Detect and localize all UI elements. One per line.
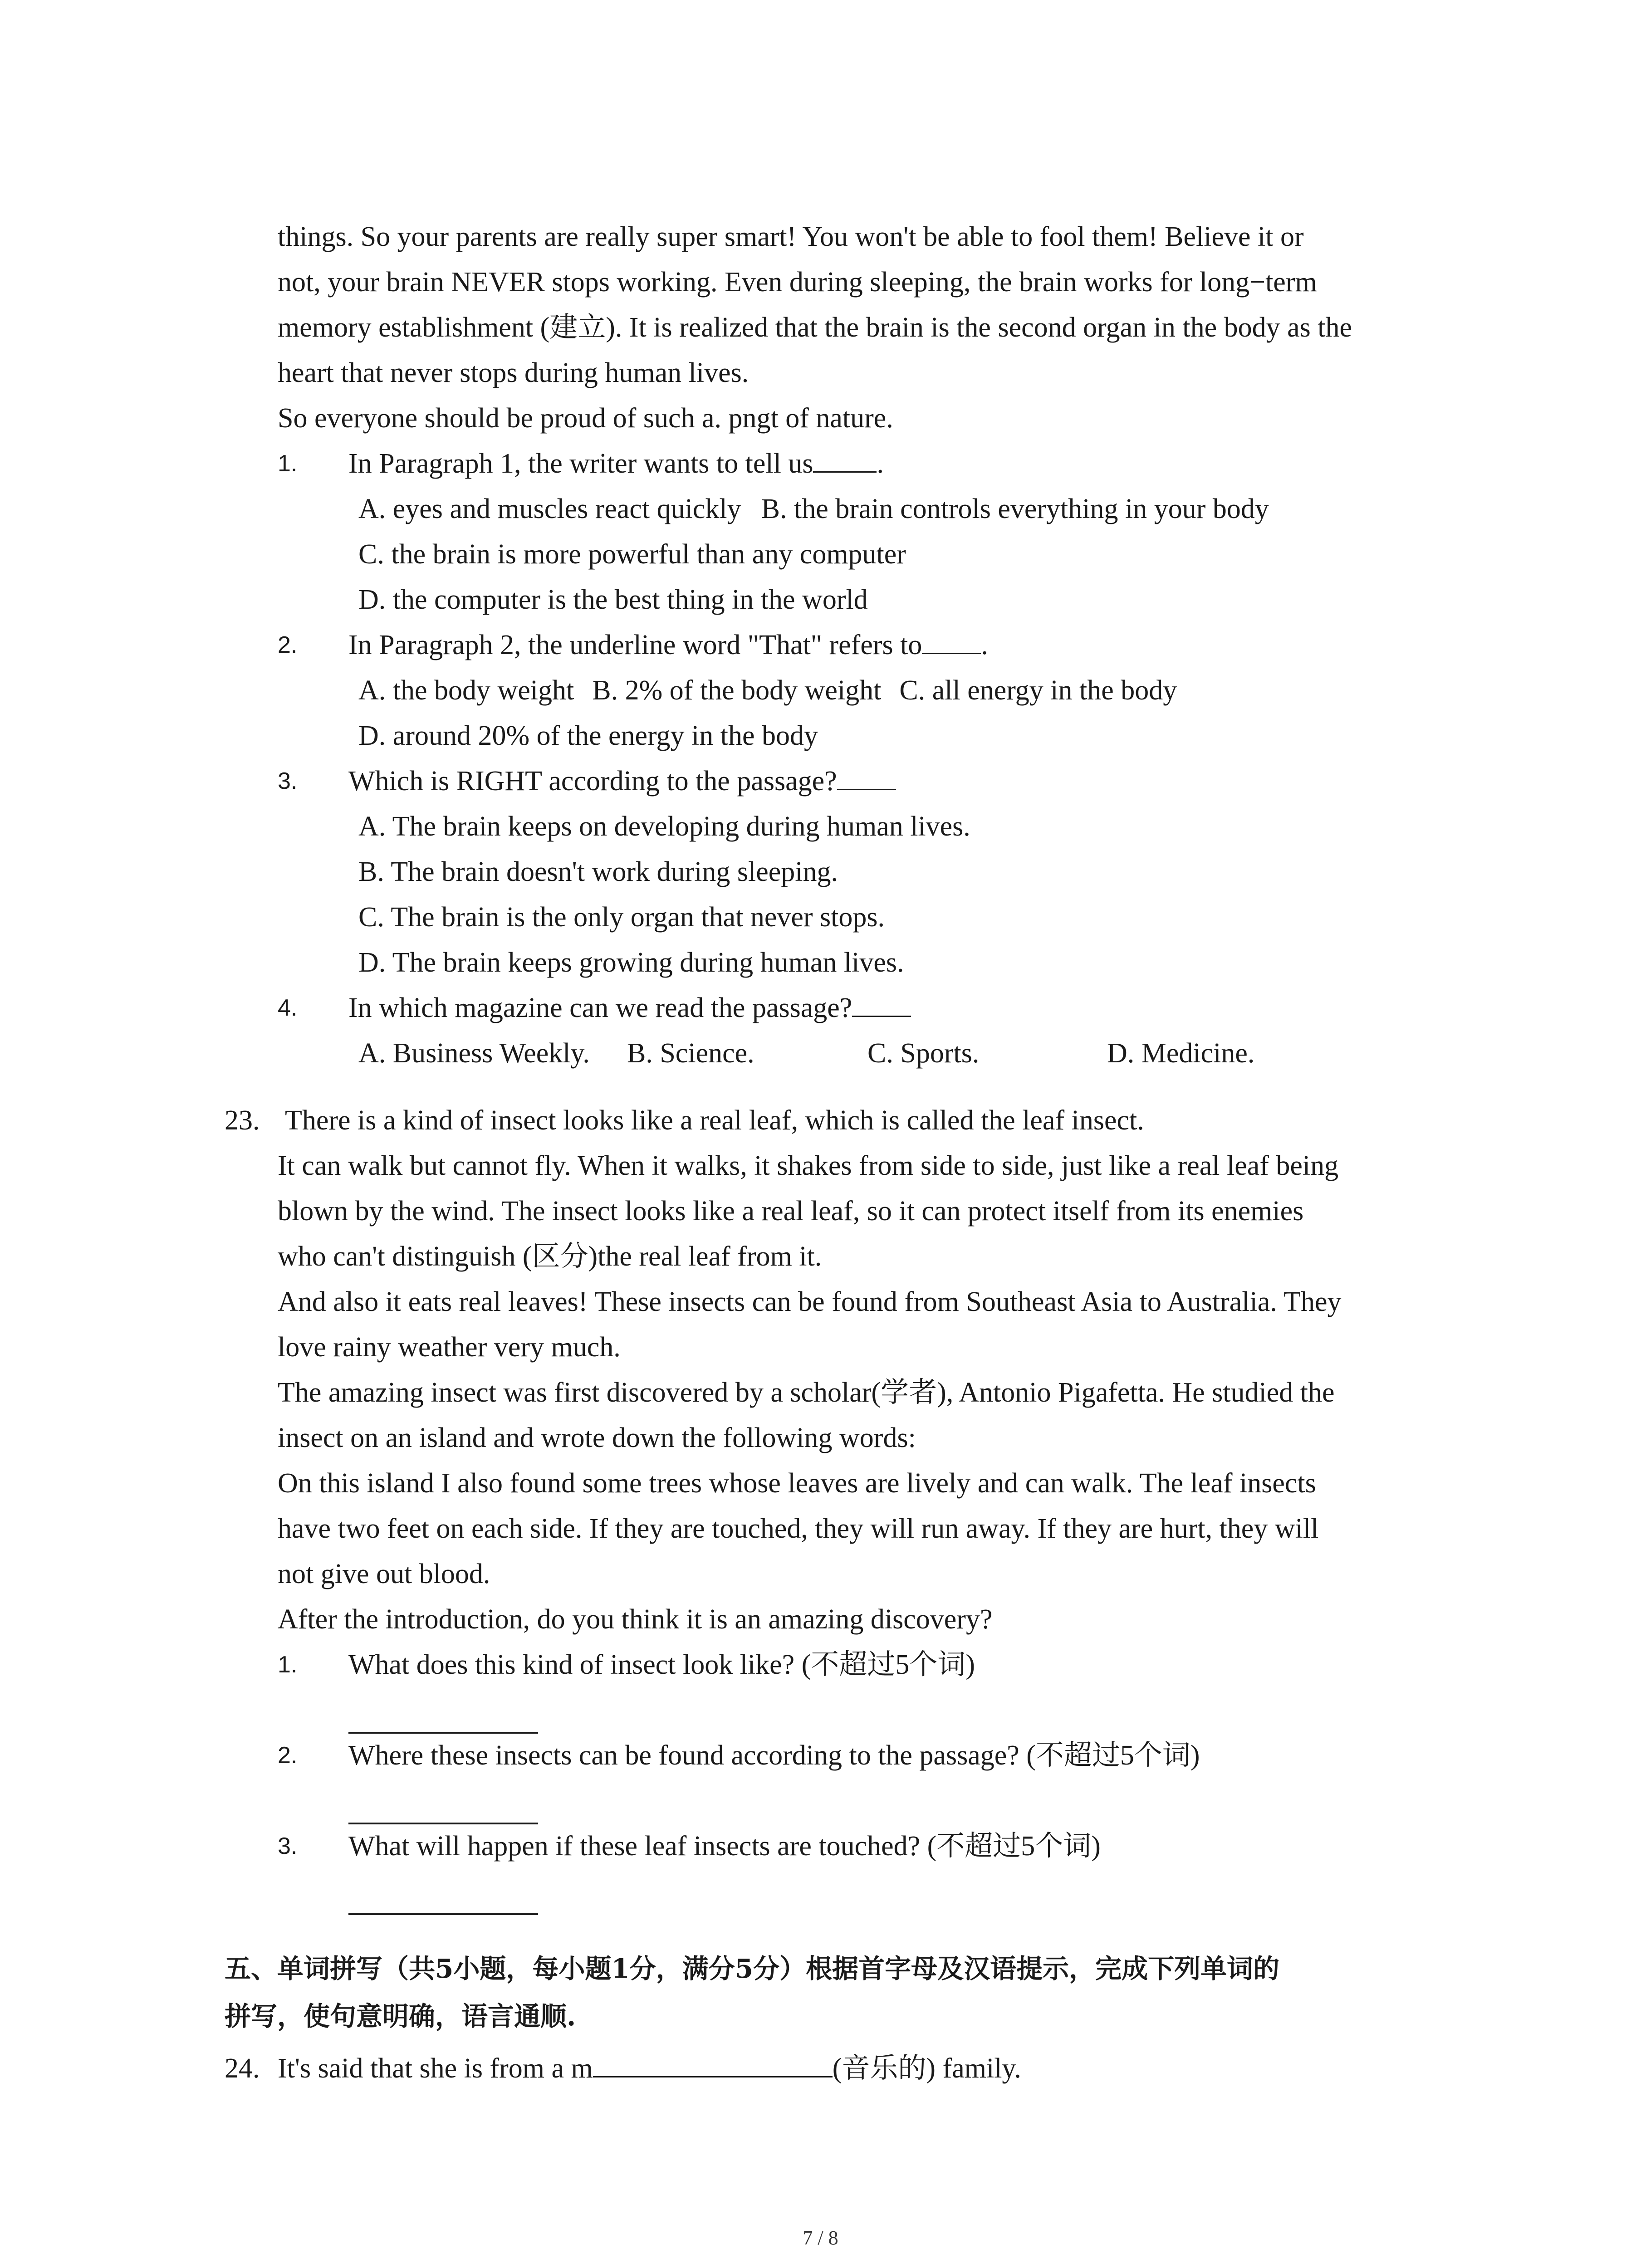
answer-line[interactable] xyxy=(348,1913,538,1915)
question-text xyxy=(348,758,896,804)
option: C. all energy in the body xyxy=(899,675,1177,706)
option-row xyxy=(358,486,1269,532)
sentence-end: (音乐的) family. xyxy=(832,2053,1021,2084)
answer-blank[interactable] xyxy=(922,629,981,654)
answer-blank[interactable] xyxy=(852,992,911,1017)
question-text: What does this kind of insect look like? (不超过5个词) xyxy=(348,1649,975,1680)
option: D. Medicine. xyxy=(1107,1038,1255,1069)
question-number: 1. xyxy=(278,450,298,477)
passage-line: memory establishment (建立). It is realized that the brain is the second organ in the body as the xyxy=(278,312,1352,343)
answer-blank[interactable] xyxy=(593,2053,833,2077)
item-number: 23. xyxy=(225,1105,260,1136)
passage-line: blown by the wind. The insect looks like a real leaf, so it can protect itself from its enemies xyxy=(278,1196,1304,1227)
question-text: What will happen if these leaf insects are touched? (不超过5个词) xyxy=(348,1831,1101,1862)
option: A. The brain keeps on developing during human lives. xyxy=(358,811,970,842)
option-row xyxy=(358,1031,1255,1076)
option-row xyxy=(358,713,818,758)
section-heading: 五、单词拼写（共5小题，每小题1分，满分5分）根据首字母及汉语提示，完成下列单词的 xyxy=(225,1953,1280,1984)
passage-line: insect on an island and wrote down the following words: xyxy=(278,1422,916,1453)
option-row xyxy=(358,849,838,894)
fill-in-sentence xyxy=(278,2046,1021,2091)
page-number: 7 / 8 xyxy=(803,2227,838,2249)
passage-line: So everyone should be proud of such a. pngt of nature. xyxy=(278,403,893,434)
question-number: 4. xyxy=(278,995,298,1021)
option: D. the computer is the best thing in the world xyxy=(358,584,868,615)
question-end: . xyxy=(877,448,884,479)
question-number: 1. xyxy=(278,1652,298,1678)
passage-line: On this island I also found some trees whose leaves are lively and can walk. The leaf insects xyxy=(278,1468,1316,1499)
passage-line: not, your brain NEVER stops working. Even during sleeping, the brain works for long−term xyxy=(278,267,1317,298)
question-stem: In which magazine can we read the passage? xyxy=(348,992,852,1023)
question-stem: In Paragraph 1, the writer wants to tell us xyxy=(348,448,813,479)
answer-blank[interactable] xyxy=(813,448,877,473)
option-row xyxy=(358,804,970,849)
option-row xyxy=(358,940,904,985)
question-stem: In Paragraph 2, the underline word "That" refers to xyxy=(348,630,922,660)
option: B. The brain doesn't work during sleeping. xyxy=(358,856,838,887)
option: B. Science. xyxy=(627,1038,754,1069)
question-stem: Which is RIGHT according to the passage? xyxy=(348,766,837,797)
section-heading: 拼写，使句意明确，语言通顺. xyxy=(225,2001,576,2032)
passage-line: After the introduction, do you think it is an amazing discovery? xyxy=(278,1604,993,1635)
passage-line: who can't distinguish (区分)the real leaf from it. xyxy=(278,1241,822,1272)
option: C. the brain is more powerful than any computer xyxy=(358,539,906,570)
question-number: 2. xyxy=(278,632,298,658)
option: D. The brain keeps growing during human lives. xyxy=(358,947,904,978)
option-row xyxy=(358,668,1177,713)
question-text xyxy=(348,441,884,486)
passage-line: things. So your parents are really super smart! You won't be able to fool them! Believe it or xyxy=(278,221,1304,252)
passage-line: There is a kind of insect looks like a real leaf, which is called the leaf insect. xyxy=(285,1105,1144,1136)
option: A. Business Weekly. xyxy=(358,1038,590,1069)
sentence-start: It's said that she is from a m xyxy=(278,2053,593,2084)
option: B. the brain controls everything in your body xyxy=(761,494,1269,524)
item-number: 24. xyxy=(225,2053,260,2084)
option: B. 2% of the body weight xyxy=(592,675,882,706)
option: C. Sports. xyxy=(867,1038,980,1069)
passage-line: heart that never stops during human lives. xyxy=(278,357,749,388)
passage-line: have two feet on each side. If they are touched, they will run away. If they are hurt, they will xyxy=(278,1513,1319,1544)
option: A. eyes and muscles react quickly xyxy=(358,494,741,524)
answer-blank[interactable] xyxy=(837,765,896,790)
passage-line: not give out blood. xyxy=(278,1559,490,1589)
passage-line: The amazing insect was first discovered by a scholar(学者), Antonio Pigafetta. He studied the xyxy=(278,1377,1335,1408)
option: C. The brain is the only organ that never stops. xyxy=(358,902,885,933)
passage-line: It can walk but cannot fly. When it walks, it shakes from side to side, just like a real leaf being xyxy=(278,1150,1339,1181)
passage-line: love rainy weather very much. xyxy=(278,1332,621,1363)
question-number: 3. xyxy=(278,1833,298,1859)
option-row xyxy=(358,577,868,622)
question-text: Where these insects can be found according to the passage? (不超过5个词) xyxy=(348,1740,1200,1771)
option: D. around 20% of the energy in the body xyxy=(358,720,818,751)
passage-line: And also it eats real leaves! These insects can be found from Southeast Asia to Australia. They xyxy=(278,1286,1342,1317)
question-number: 3. xyxy=(278,768,298,794)
option-row xyxy=(358,894,885,940)
question-text xyxy=(348,622,988,668)
question-end: . xyxy=(981,630,988,660)
option: A. the body weight xyxy=(358,675,574,706)
question-number: 2. xyxy=(278,1742,298,1769)
option-row xyxy=(358,532,906,577)
question-text xyxy=(348,985,911,1031)
